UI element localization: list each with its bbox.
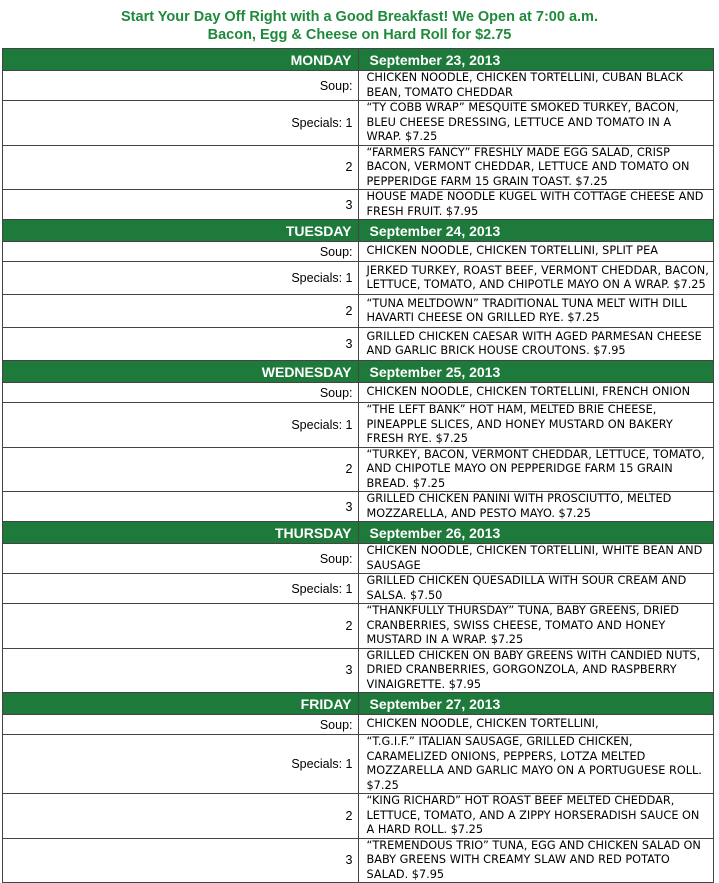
- special-row-2: [3, 794, 714, 839]
- special-label: Specials: 1: [3, 574, 359, 604]
- day-name: THURSDAY: [3, 522, 359, 544]
- special-label: 2: [3, 794, 359, 839]
- day-name: WEDNESDAY: [3, 361, 359, 383]
- day-date: September 27, 2013: [358, 693, 714, 715]
- special-text: GRILLED CHICKEN CAESAR WITH AGED PARMESAN CHEESE AND GARLIC BRICK HOUSE CROUTONS. $7.95: [358, 328, 714, 361]
- special-text: “T.G.I.F.” ITALIAN SAUSAGE, GRILLED CHICKEN, CARAMELIZED ONIONS, PEPPERS, LOTZA MELTED MOZZARELLA AND GARLIC MAYO ON A PORTUGUESE ROLL. $7.25: [358, 735, 714, 794]
- special-label: Specials: 1: [3, 101, 359, 146]
- header-line-2: Bacon, Egg & Cheese on Hard Roll for $2.75: [207, 27, 512, 43]
- soup-label: Soup:: [3, 383, 359, 403]
- soup-row: [3, 715, 714, 735]
- day-date: September 26, 2013: [358, 522, 714, 544]
- day-header-monday: [3, 49, 714, 71]
- soup-label: Soup:: [3, 71, 359, 101]
- special-row-2: [3, 145, 714, 190]
- day-header-friday: [3, 693, 714, 715]
- soup-text: CHICKEN NOODLE, CHICKEN TORTELLINI, WHITE BEAN AND SAUSAGE: [358, 544, 714, 574]
- special-row-2: [3, 604, 714, 649]
- special-row-3: [3, 492, 714, 522]
- special-row-1: [3, 262, 714, 295]
- special-text: GRILLED CHICKEN ON BABY GREENS WITH CANDIED NUTS, DRIED CRANBERRIES, GORGONZOLA, AND RASPBERRY VINAIGRETTE. $7.95: [358, 648, 714, 693]
- special-row-3: [3, 190, 714, 220]
- special-text: GRILLED CHICKEN QUESADILLA WITH SOUR CREAM AND SALSA. $7.50: [358, 574, 714, 604]
- day-header-tuesday: [3, 220, 714, 242]
- soup-text: CHICKEN NOODLE, CHICKEN TORTELLINI,: [358, 715, 714, 735]
- special-text: “TURKEY, BACON, VERMONT CHEDDAR, LETTUCE, TOMATO, AND CHIPOTLE MAYO ON PEPPERIDGE FARM 15 GRAIN BREAD. $7.25: [358, 447, 714, 492]
- soup-text: CHICKEN NOODLE, CHICKEN TORTELLINI, FRENCH ONION: [358, 383, 714, 403]
- special-label: 3: [3, 328, 359, 361]
- special-text: HOUSE MADE NOODLE KUGEL WITH COTTAGE CHEESE AND FRESH FRUIT. $7.95: [358, 190, 714, 220]
- special-label: 3: [3, 648, 359, 693]
- day-header-wednesday: [3, 361, 714, 383]
- soup-label: Soup:: [3, 715, 359, 735]
- special-row-1: [3, 735, 714, 794]
- special-row-1: [3, 403, 714, 448]
- day-name: TUESDAY: [3, 220, 359, 242]
- soup-label: Soup:: [3, 242, 359, 262]
- day-date: September 23, 2013: [358, 49, 714, 71]
- special-label: 2: [3, 604, 359, 649]
- special-row-1: [3, 101, 714, 146]
- soup-row: [3, 71, 714, 101]
- day-date: September 25, 2013: [358, 361, 714, 383]
- special-row-3: [3, 648, 714, 693]
- special-text: “FARMERS FANCY” FRESHLY MADE EGG SALAD, CRISP BACON, VERMONT CHEDDAR, LETTUCE AND TOMATO ON PEPPERIDGE FARM 15 GRAIN TOAST. $7.25: [358, 145, 714, 190]
- special-text: GRILLED CHICKEN PANINI WITH PROSCIUTTO, MELTED MOZZARELLA, AND PESTO MAYO. $7.25: [358, 492, 714, 522]
- special-text: JERKED TURKEY, ROAST BEEF, VERMONT CHEDDAR, BACON, LETTUCE, TOMATO, AND CHIPOTLE MAYO ON A WRAP. $7.25: [358, 262, 714, 295]
- soup-row: [3, 383, 714, 403]
- day-name: FRIDAY: [3, 693, 359, 715]
- special-text: “TREMENDOUS TRIO” TUNA, EGG AND CHICKEN SALAD ON BABY GREENS WITH CREAMY SLAW AND RED POTATO SALAD. $7.95: [358, 838, 714, 883]
- special-text: “THE LEFT BANK” HOT HAM, MELTED BRIE CHEESE, PINEAPPLE SLICES, AND HONEY MUSTARD ON BAKERY FRESH RYE. $7.25: [358, 403, 714, 448]
- special-row-1: [3, 574, 714, 604]
- special-text: “THANKFULLY THURSDAY” TUNA, BABY GREENS, DRIED CRANBERRIES, SWISS CHEESE, TOMATO AND HONEY MUSTARD IN A WRAP. $7.25: [358, 604, 714, 649]
- special-label: 2: [3, 295, 359, 328]
- soup-row: [3, 544, 714, 574]
- soup-text: CHICKEN NOODLE, CHICKEN TORTELLINI, SPLIT PEA: [358, 242, 714, 262]
- soup-text: CHICKEN NOODLE, CHICKEN TORTELLINI, CUBAN BLACK BEAN, TOMATO CHEDDAR: [358, 71, 714, 101]
- menu-header: [0, 0, 719, 43]
- special-label: Specials: 1: [3, 735, 359, 794]
- special-row-3: [3, 838, 714, 883]
- special-row-2: [3, 295, 714, 328]
- special-text: “KING RICHARD” HOT ROAST BEEF MELTED CHEDDAR, LETTUCE, TOMATO, AND A ZIPPY HORSERADISH SAUCE ON A HARD ROLL. $7.25: [358, 794, 714, 839]
- special-label: Specials: 1: [3, 262, 359, 295]
- special-label: 3: [3, 838, 359, 883]
- special-text: “TUNA MELTDOWN” TRADITIONAL TUNA MELT WITH DILL HAVARTI CHEESE ON GRILLED RYE. $7.25: [358, 295, 714, 328]
- special-row-3: [3, 328, 714, 361]
- weekly-menu-table: [2, 48, 714, 883]
- special-label: 2: [3, 447, 359, 492]
- special-label: 2: [3, 145, 359, 190]
- header-line-1: Start Your Day Off Right with a Good Breakfast! We Open at 7:00 a.m.: [121, 9, 598, 25]
- special-row-2: [3, 447, 714, 492]
- day-date: September 24, 2013: [358, 220, 714, 242]
- day-name: MONDAY: [3, 49, 359, 71]
- special-label: Specials: 1: [3, 403, 359, 448]
- special-label: 3: [3, 190, 359, 220]
- soup-label: Soup:: [3, 544, 359, 574]
- soup-row: [3, 242, 714, 262]
- day-header-thursday: [3, 522, 714, 544]
- special-text: “TY COBB WRAP” MESQUITE SMOKED TURKEY, BACON, BLEU CHEESE DRESSING, LETTUCE AND TOMATO IN A WRAP. $7.25: [358, 101, 714, 146]
- special-label: 3: [3, 492, 359, 522]
